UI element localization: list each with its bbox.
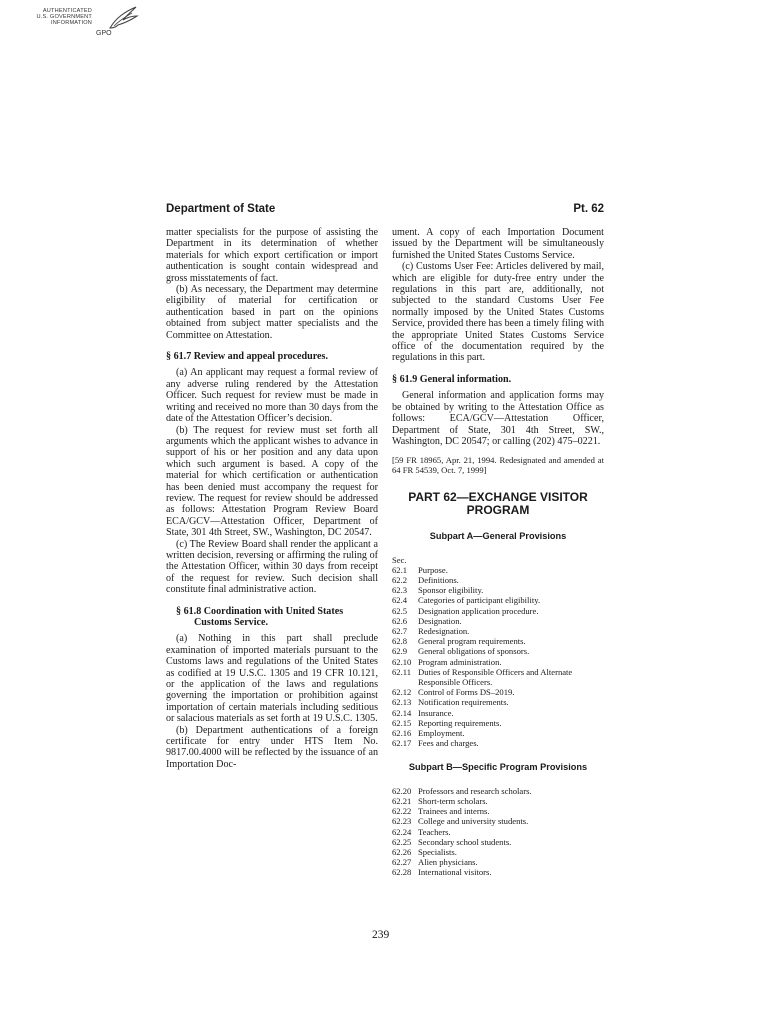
- toc-entry: [392, 646, 604, 656]
- logo-line: U.S. GOVERNMENT: [36, 14, 92, 21]
- toc-section-number: 62.2: [392, 574, 408, 585]
- toc-entry: [392, 728, 604, 738]
- toc-section-number: 62.27: [392, 857, 412, 868]
- part-title: [392, 491, 604, 517]
- paragraph: (b) Department authentications of a foreign certificate for entry under HTS Item No. 9817.00.4000 will be reflected by the issuance of an Importation Doc-: [166, 724, 378, 770]
- table-of-contents: [392, 786, 604, 878]
- toc-section-title: General obligations of sponsors.: [418, 646, 530, 657]
- toc-entry: [392, 595, 604, 605]
- toc-entry: [392, 626, 604, 636]
- paragraph: (a) Nothing in this part shall preclude examination of imported materials pursuant to the Customs laws and regulations of the United States as codified at 19 U.S.C. 1305 and 19 CFR 10.121, or the application of the laws and regulations governing the importation or prohibition against importation of certain materials including seditious or salacious materials as set forth at 19 U.S.C. 1305.: [166, 633, 378, 725]
- toc-section-number: 62.24: [392, 826, 412, 837]
- section-heading: § 61.8 Coordination with United States Customs Service.: [176, 605, 344, 628]
- toc-section-title: Redesignation.: [418, 625, 470, 636]
- toc-section-title: Sponsor eligibility.: [418, 585, 484, 596]
- toc-entry: [392, 806, 604, 816]
- toc-section-title: Short-term scholars.: [418, 795, 488, 806]
- toc-section-number: 62.15: [392, 717, 412, 728]
- toc-entry: [392, 687, 604, 697]
- toc-section-title: Teachers.: [418, 826, 451, 837]
- toc-section-title: Duties of Responsible Officers and Alternate Responsible Officers.: [418, 666, 573, 687]
- toc-section-title: Trainees and interns.: [418, 806, 490, 817]
- toc-section-title: International visitors.: [418, 867, 492, 878]
- toc-section-number: 62.14: [392, 707, 412, 718]
- left-column: [166, 227, 378, 770]
- toc-section-number: 62.25: [392, 836, 412, 847]
- paragraph: General information and application forms may be obtained by writing to the Attestation Office as follows: ECA/GCV—Attestation Officer, Department of State, 301 4th Street, SW., Washington, DC 20547; or calling (202) 475–0221.: [392, 390, 604, 447]
- toc-section-title: Insurance.: [418, 707, 454, 718]
- toc-entry: [392, 837, 604, 847]
- toc-section-number: 62.7: [392, 625, 408, 636]
- toc-section-number: 62.13: [392, 697, 412, 708]
- subpart-title: Subpart A—General Provisions: [429, 531, 567, 542]
- section-heading: § 61.9 General information.: [392, 373, 512, 385]
- toc-section-title: Reporting requirements.: [418, 717, 502, 728]
- toc-section-title: Control of Forms DS–2019.: [418, 687, 515, 698]
- toc-section-title: Secondary school students.: [418, 836, 512, 847]
- paragraph: (c) Customs User Fee: Articles delivered by mail, which are eligible for duty-free entry under the regulations in this part are, additionally, not subjected to the standard Customs User Fee normally imposed by the United States Customs Service, provided there has been a timely filing with the appropriate United States Customs Service office of the documentation required by the regulations in this part.: [392, 261, 604, 364]
- toc-section-title: General program requirements.: [418, 636, 526, 647]
- toc-section-title: Designation application procedure.: [418, 605, 539, 616]
- toc-section-number: 62.28: [392, 867, 412, 878]
- toc-section-title: Alien physicians.: [418, 857, 478, 868]
- subpart-title: Subpart B—Specific Program Provisions: [408, 762, 588, 773]
- toc-entry: [392, 636, 604, 646]
- toc-section-number: 62.12: [392, 687, 412, 698]
- part-title-line: PROGRAM: [466, 503, 530, 518]
- toc-section-number: 62.20: [392, 785, 412, 796]
- toc-section-number: 62.3: [392, 585, 408, 596]
- toc-section-title: Employment.: [418, 727, 465, 738]
- gpo-authentication-logo: [22, 4, 144, 50]
- toc-section-number: 62.4: [392, 595, 408, 606]
- agency-heading: Department of State: [166, 203, 276, 215]
- toc-section-title: Specialists.: [418, 847, 457, 857]
- paragraph: matter specialists for the purpose of assisting the Department in its determination of whether materials for which export certification or import authentication is sought contain widespread and gross misstatements of fact.: [166, 227, 378, 284]
- toc-entry: [392, 667, 604, 687]
- toc-section-number: 62.17: [392, 738, 412, 749]
- source-citation: [59 FR 18965, Apr. 21, 1994. Redesignated and amended at 64 FR 54539, Oct. 7, 1999]: [392, 455, 604, 476]
- toc-section-title: Fees and charges.: [418, 738, 479, 749]
- table-of-contents: [392, 565, 604, 749]
- page-number: 239: [372, 929, 390, 941]
- toc-section-number: 62.1: [392, 564, 408, 575]
- toc-entry: [392, 827, 604, 837]
- toc-section-number: 62.22: [392, 806, 412, 817]
- part-number: Pt. 62: [573, 203, 604, 215]
- toc-section-title: Professors and research scholars.: [418, 785, 532, 796]
- toc-entry: [392, 796, 604, 806]
- toc-entry: [392, 657, 604, 667]
- toc-entry: [392, 616, 604, 626]
- toc-section-title: Program administration.: [418, 656, 502, 667]
- toc-entry: [392, 847, 604, 857]
- toc-section-number: 62.23: [392, 816, 412, 827]
- toc-section-title: Categories of participant eligibility.: [418, 595, 541, 606]
- toc-section-number: 62.5: [392, 605, 408, 616]
- paragraph: (a) An applicant may request a formal review of any adverse ruling rendered by the Attestation Officer. Such request for review must be made in writing and received no more than 30 days from the date of the Attestation Officer’s decision.: [166, 367, 378, 425]
- gpo-mark: GPO: [96, 30, 112, 37]
- toc-section-title: Designation.: [418, 615, 462, 626]
- part-title-line: PART 62—EXCHANGE VISITOR: [408, 490, 588, 505]
- toc-entry: [392, 565, 604, 575]
- toc-section-number: 62.10: [392, 656, 412, 667]
- section-heading: § 61.7 Review and appeal procedures.: [166, 351, 328, 363]
- running-head: [166, 203, 604, 219]
- toc-entry: [392, 585, 604, 595]
- toc-entry: [392, 606, 604, 616]
- toc-section-title: College and university students.: [418, 816, 529, 827]
- toc-section-number: 62.6: [392, 615, 408, 626]
- right-column: [392, 227, 604, 878]
- toc-section-number: 62.8: [392, 636, 408, 647]
- paragraph: (b) The request for review must set forth all arguments which the applicant wishes to advance in support of his or her position and any data upon which such argument is based. A copy of the material for which certification or authentication has been denied must accompany the request for review. The request for review should be addressed as follows: Attestation Program Review Board ECA/GCV—Attestation Officer, Department of State, 301 4th Street, SW., Washington, DC 20547.: [166, 424, 378, 539]
- toc-section-number: 62.9: [392, 646, 408, 657]
- logo-line: AUTHENTICATED: [42, 8, 92, 14]
- toc-entry: [392, 786, 604, 796]
- toc-entry: [392, 857, 604, 867]
- paragraph: (b) As necessary, the Department may determine eligibility of material for certification or authentication based in part on the opinions obtained from subject matter specialists and the Committee on Attestation.: [166, 284, 378, 341]
- toc-entry: [392, 738, 604, 748]
- toc-entry: [392, 575, 604, 585]
- toc-entry: [392, 816, 604, 826]
- toc-section-title: Purpose.: [418, 564, 448, 575]
- paragraph: ument. A copy of each Importation Document issued by the Department will be simultaneously furnished the United States Customs Service.: [392, 227, 604, 261]
- toc-entry: [392, 697, 604, 707]
- gpo-logo-text: [22, 8, 92, 27]
- logo-line: INFORMATION: [51, 20, 92, 27]
- paragraph: (c) The Review Board shall render the applicant a written decision, reversing or affirming the ruling of the Attestation Officer, within 30 days from receipt of the request for review. Such decision shall constitute final administrative action.: [166, 538, 378, 596]
- sec-label: Sec.: [392, 554, 407, 565]
- toc-entry: [392, 708, 604, 718]
- toc-entry: [392, 718, 604, 728]
- toc-section-number: 62.16: [392, 727, 412, 738]
- toc-section-title: Definitions.: [418, 574, 459, 585]
- toc-section-number: 62.21: [392, 795, 412, 806]
- toc-section-number: 62.26: [392, 847, 412, 857]
- toc-entry: [392, 867, 604, 877]
- toc-section-number: 62.11: [392, 666, 412, 677]
- toc-section-title: Notification requirements.: [418, 697, 509, 708]
